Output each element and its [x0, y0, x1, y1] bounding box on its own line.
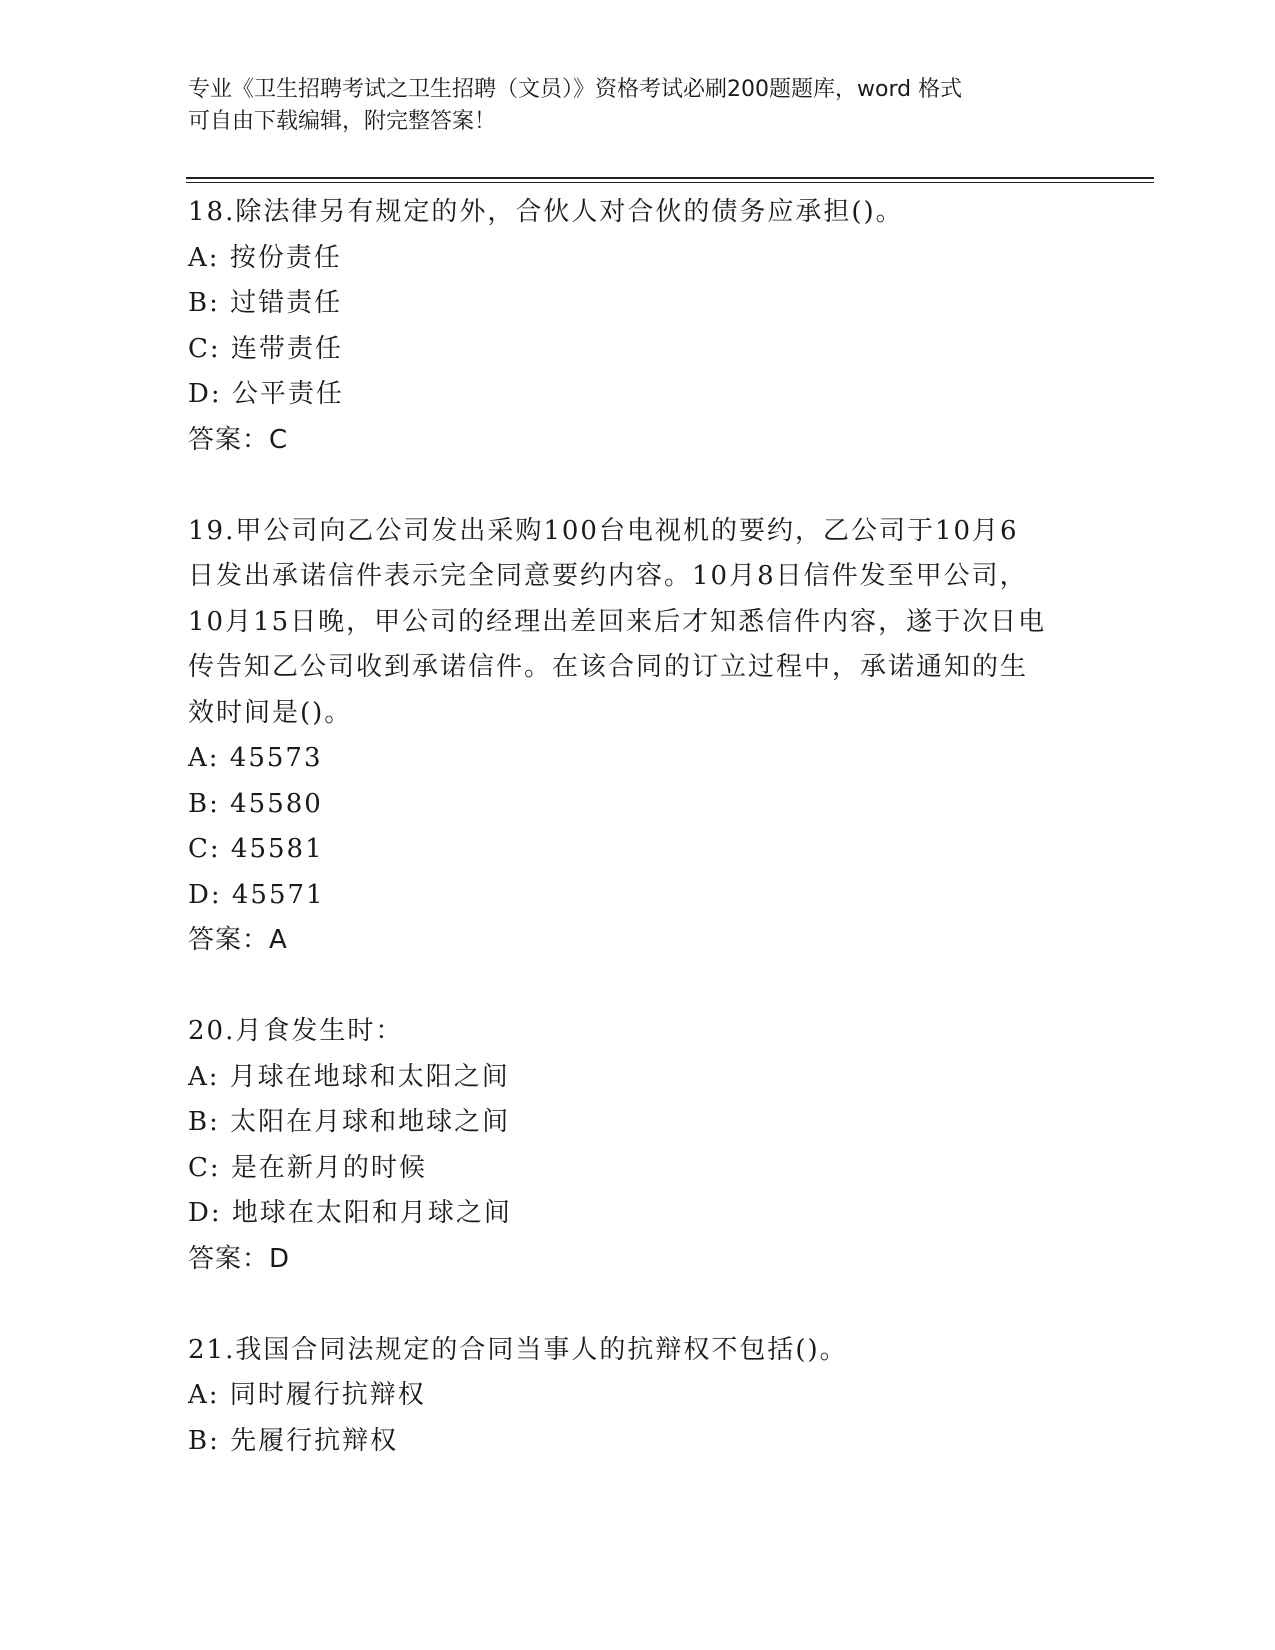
question-21: [188, 1328, 1088, 1465]
option-b: B: 太阳在月球和地球之间: [188, 1107, 511, 1137]
option-a: A: 45573: [188, 743, 323, 773]
answer: 答案：C: [188, 424, 289, 455]
option-c: C: 45581: [188, 834, 324, 864]
header-line: 可自由下载编辑，附完整答案！: [188, 109, 497, 134]
stem-line: 传告知乙公司收到承诺信件。在该合同的订立过程中，承诺通知的生: [188, 652, 1029, 682]
option-c: C: 连带责任: [188, 333, 343, 364]
stem-line: 18.除法律另有规定的外，合伙人对合伙的债务应承担()。: [188, 197, 904, 227]
stem-line: 效时间是()。: [188, 697, 353, 728]
option-b: B: 先履行抗辩权: [188, 1425, 399, 1456]
stem-line: 20.月食发生时：: [188, 1016, 404, 1046]
answer: 答案：A: [188, 925, 288, 955]
option-a: A: 月球在地球和太阳之间: [188, 1061, 510, 1092]
question-18: [188, 190, 1088, 463]
option-a: A: 同时履行抗辩权: [188, 1380, 426, 1410]
question-stem: [188, 190, 1088, 236]
header-divider-thin: [186, 182, 1154, 183]
document-header: [188, 74, 1088, 138]
stem-line: 19.甲公司向乙公司发出采购100台电视机的要约，乙公司于10月6: [188, 515, 1019, 546]
question-19: [188, 509, 1088, 964]
question-20: [188, 1009, 1088, 1282]
option-b: B: 过错责任: [188, 288, 343, 318]
question-stem: [188, 1328, 1088, 1374]
option-d: D: 45571: [188, 879, 325, 910]
stem-line: 日发出承诺信件表示完全同意要约内容。10月8日信件发至甲公司，: [188, 561, 1028, 591]
stem-line: 21.我国合同法规定的合同当事人的抗辩权不包括()。: [188, 1334, 848, 1365]
option-a: A: 按份责任: [188, 242, 342, 273]
question-list: [188, 190, 1088, 1510]
question-stem: [188, 1009, 1088, 1055]
answer: 答案：D: [188, 1243, 291, 1274]
option-c: C: 是在新月的时候: [188, 1152, 427, 1183]
question-stem: [188, 509, 1088, 737]
header-line: 专业《卫生招聘考试之卫生招聘（文员）》资格考试必刷200题题库，word 格式: [188, 77, 963, 102]
option-d: D: 公平责任: [188, 379, 344, 409]
option-b: B: 45580: [188, 788, 323, 819]
stem-line: 10月15日晚，甲公司的经理出差回来后才知悉信件内容，遂于次日电: [188, 606, 1047, 637]
option-d: D: 地球在太阳和月球之间: [188, 1198, 512, 1228]
header-divider: [186, 177, 1154, 179]
